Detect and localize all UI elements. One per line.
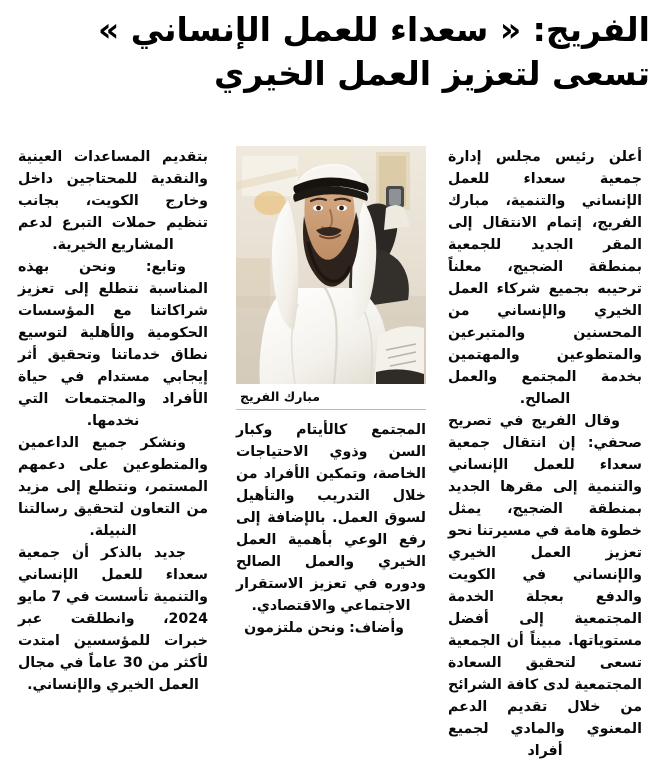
paragraph: أعلن رئيس مجلس إدارة جمعية سعداء للعمل الإنساني والتنمية، مبارك الفريج، إتمام الانتقال إلى المقر الجديد للجمعية بمنطقة الضجيج، معلناً ترحيبه بجميع شركاء العمل الخيري والإنساني من المحسنين والمتبرعين والمتطوعين والمهتمين بخدمة المجتمع والعمل الصالح. <box>448 149 642 407</box>
paragraph: بتقديم المساعدات العينية والنقدية للمحتاجين داخل وخارج الكويت، بجانب تنظيم حملات التبرع لدعم المشاريع الخيرية. <box>18 149 208 253</box>
photo-block <box>236 146 426 410</box>
paragraph: ونشكر جميع الداعمين والمتطوعين على دعمهم المستمر، ونتطلع إلى مزيد من التعاون لتحقيق رسالتنا النبيلة. <box>18 435 208 539</box>
column-middle <box>224 146 436 640</box>
photo-caption: مبارك الفريج <box>240 389 320 404</box>
column-right <box>436 146 660 759</box>
article-columns <box>0 146 660 759</box>
photo-illustration <box>236 146 426 384</box>
headline-line-2: تسعى لتعزيز العمل الخيري <box>213 54 650 93</box>
article-photo <box>236 146 426 384</box>
paragraph: وقال الفريج في تصريح صحفي: إن انتقال جمعية سعداء للعمل الإنساني والتنمية إلى مقرها الجديد بمنطقة الضجيج، يمثل خطوة هامة في مسيرتنا نحو تعزيز العمل الخيري والإنساني في الكويت والدفع بعجلة الخدمة المجتمعية إلى أفضل مستوياتها. مبيناً أن الجمعية تسعى لتحقيق السعادة المجتمعية لدى كافة الشرائح من خلال تقديم الدعم المعنوي والمادي لجميع أفراد <box>448 413 642 759</box>
paragraph: جديد بالذكر أن جمعية سعداء للعمل الإنساني والتنمية تأسست في 7 مايو 2024، وانطلقت عبر خبرات للمؤسسين امتدت لأكثر من 30 عاماً في مجال العمل الخيري والإنساني. <box>18 545 208 693</box>
column-left <box>0 146 224 693</box>
paragraph: وتابع: ونحن بهذه المناسبة نتطلع إلى تعزيز شراكاتنا مع المؤسسات الحكومية والأهلية لتوسيع نطاق خدماتنا وتحقيق أثر إيجابي مستدام في حياة الأفراد والمجتمعات التي نخدمها. <box>18 259 208 429</box>
headline-line-1: الفريج: « سعداء للعمل الإنساني » <box>97 10 650 49</box>
caption-divider <box>236 409 426 410</box>
paragraph: المجتمع كالأيتام وكبار السن وذوي الاحتياجات الخاصة، وتمكين الأفراد من خلال التدريب والتأهيل لسوق العمل. بالإضافة إلى رفع الوعي بأهمية العمل الخيري والعمل الصالح ودوره في تعزيز الاستقرار الاجتماعي والاقتصادي. <box>236 422 426 614</box>
paragraph: وأضاف: ونحن ملتزمون <box>244 620 404 636</box>
article-headline <box>10 8 650 96</box>
